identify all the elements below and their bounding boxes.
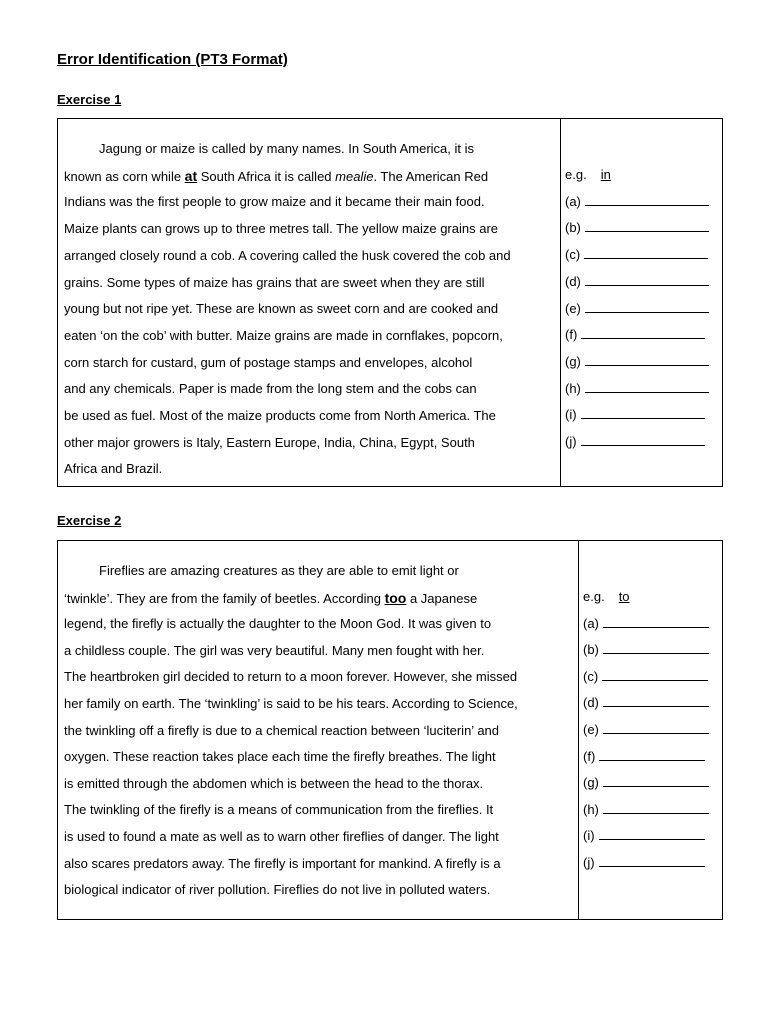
- answer-blank[interactable]: [603, 722, 709, 734]
- passage-text: Indians was the first people to grow maize and it became their main food.: [64, 194, 485, 210]
- passage-line: [64, 882, 490, 898]
- passage-text: oxygen. These reaction takes place each time the firefly breathes. The light: [64, 749, 496, 765]
- passage-text: ‘twinkle’. They are from the family of beetles. According: [64, 590, 385, 606]
- answer-row: [583, 669, 708, 685]
- passage-text: The heartbroken girl decided to return to a moon forever. However, she missed: [64, 669, 518, 685]
- answer-blank[interactable]: [603, 802, 709, 814]
- answer-label: (h): [583, 801, 599, 817]
- answer-row: [583, 642, 709, 658]
- answer-blank[interactable]: [599, 749, 705, 761]
- passage-line: [99, 563, 459, 579]
- passage-line: [64, 194, 485, 210]
- answer-label: (a): [583, 615, 599, 631]
- answer-label: (d): [565, 273, 581, 289]
- passage-line: [64, 776, 483, 792]
- answer-row: [565, 381, 709, 397]
- example-label: e.g.: [565, 167, 587, 182]
- passage-text: a Japanese: [406, 590, 478, 606]
- answer-label: (f): [565, 327, 578, 343]
- answer-blank[interactable]: [585, 220, 709, 232]
- passage-text: arranged closely round a cob. A covering called the husk covered the cob and: [64, 247, 511, 263]
- answer-row: [583, 722, 709, 738]
- answer-blank[interactable]: [581, 407, 705, 419]
- answer-label: (g): [565, 353, 581, 369]
- passage-line: [64, 408, 496, 424]
- exercise-2-heading: Exercise 2: [57, 513, 122, 528]
- passage-text: be used as fuel. Most of the maize products come from North America. The: [64, 408, 496, 423]
- answer-blank[interactable]: [585, 381, 709, 393]
- answer-blank[interactable]: [603, 642, 709, 654]
- answer-blank[interactable]: [599, 828, 705, 840]
- example-answer-row: [565, 167, 611, 183]
- passage-text: is used to found a mate as well as to warn other fireflies of danger. The light: [64, 829, 499, 844]
- answer-row: [583, 749, 705, 765]
- passage-text: the twinkling off a firefly is due to a chemical reaction between ‘luciterin’ and: [64, 722, 500, 738]
- answer-blank[interactable]: [581, 434, 705, 446]
- passage-text: biological indicator of river pollution. Fireflies do not live in polluted waters.: [64, 882, 491, 898]
- answer-blank[interactable]: [603, 695, 709, 707]
- passage-text: Maize plants can grows up to three metres tall. The yellow maize grains are: [64, 221, 499, 237]
- passage-text: corn starch for custard, gum of postage stamps and envelopes, alcohol: [64, 354, 473, 370]
- answer-row: [583, 828, 705, 844]
- answer-blank[interactable]: [585, 354, 709, 366]
- answer-blank[interactable]: [585, 274, 709, 286]
- passage-line: [64, 669, 517, 685]
- passage-line: [64, 616, 491, 632]
- answer-row: [565, 301, 709, 317]
- passage-text: South Africa it is called: [197, 168, 336, 184]
- answer-label: (c): [565, 247, 581, 263]
- answer-row: [583, 695, 709, 711]
- answer-row: [565, 434, 705, 450]
- passage-text: other major growers is Italy, Eastern Europe, India, China, Egypt, South: [64, 434, 475, 450]
- answer-row: [583, 802, 709, 818]
- exercise-2-answers: [577, 541, 722, 919]
- error-highlight: at: [184, 167, 198, 184]
- answer-row: [565, 247, 708, 263]
- passage-line: [64, 723, 499, 739]
- answer-label: (g): [583, 775, 599, 791]
- page-title: Error Identification (PT3 Format): [57, 51, 288, 68]
- passage-line: [64, 248, 511, 264]
- answer-blank[interactable]: [585, 301, 709, 313]
- answer-label: (c): [583, 668, 599, 684]
- answer-label: (e): [565, 300, 581, 316]
- passage-line: [64, 696, 518, 712]
- answer-blank[interactable]: [603, 616, 709, 628]
- passage-line: [64, 461, 162, 477]
- passage-text: also scares predators away. The firefly is important for mankind. A firefly is a: [64, 855, 501, 871]
- passage-text: Jagung or maize is called by many names. In South America, it is: [99, 141, 475, 156]
- passage-line: [99, 141, 474, 157]
- example-answer: in: [600, 167, 611, 182]
- passage-line: [64, 590, 477, 607]
- passage-text: is emitted through the abdomen which is between the head to the thorax.: [64, 775, 484, 791]
- answer-blank[interactable]: [599, 855, 705, 867]
- passage-line: [64, 802, 493, 818]
- passage-line: [64, 221, 498, 237]
- passage-text: Africa and Brazil.: [64, 461, 163, 477]
- passage-text: and any chemicals. Paper is made from the long stem and the cobs can: [64, 381, 477, 397]
- answer-label: (j): [565, 434, 577, 449]
- answer-row: [565, 407, 705, 423]
- answer-label: (b): [583, 642, 599, 658]
- passage-text: her family on earth. The ‘twinkling’ is said to be his tears. According to Science,: [64, 696, 518, 711]
- passage-line: [64, 829, 499, 845]
- passage-text: a childless couple. The girl was very beautiful. Many men fought with her.: [64, 642, 485, 658]
- answer-row: [583, 616, 709, 632]
- passage-text: . The American Red: [373, 168, 489, 184]
- answer-label: (i): [583, 828, 595, 844]
- answer-label: (i): [565, 407, 577, 423]
- answer-row: [583, 855, 705, 871]
- exercise-1-passage: [58, 119, 561, 486]
- exercise-1-box: [57, 118, 723, 487]
- passage-line: [64, 355, 472, 371]
- italic-term: mealie: [335, 168, 374, 184]
- passage-text: Fireflies are amazing creatures as they are able to emit light or: [99, 563, 459, 578]
- answer-label: (b): [565, 220, 581, 236]
- answer-label: (f): [583, 748, 596, 764]
- answer-blank[interactable]: [584, 247, 708, 259]
- answer-label: (h): [565, 380, 581, 396]
- example-answer: to: [618, 589, 630, 604]
- exercise-1-answers: [559, 119, 722, 486]
- exercise-2-box: [57, 540, 723, 920]
- passage-text: The twinkling of the firefly is a means of communication from the fireflies. It: [64, 802, 494, 818]
- answer-row: [583, 775, 709, 791]
- passage-line: [64, 856, 501, 872]
- answer-label: (e): [583, 722, 599, 737]
- passage-line: [64, 381, 477, 397]
- passage-line: [64, 749, 496, 765]
- answer-blank[interactable]: [603, 775, 709, 787]
- passage-text: eaten ‘on the cob’ with butter. Maize grains are made in cornflakes, popcorn,: [64, 327, 503, 343]
- answer-label: (a): [565, 193, 581, 209]
- answer-row: [565, 194, 709, 210]
- passage-text: young but not ripe yet. These are known as sweet corn and are cooked and: [64, 301, 499, 317]
- answer-blank[interactable]: [602, 669, 708, 681]
- answer-row: [565, 354, 709, 370]
- answer-row: [565, 220, 709, 236]
- answer-row: [565, 327, 705, 343]
- answer-label: (d): [583, 695, 599, 711]
- error-highlight: too: [384, 589, 407, 606]
- passage-line: [64, 435, 475, 451]
- passage-text: known as corn while: [64, 168, 185, 184]
- passage-line: [64, 643, 484, 659]
- exercise-2-passage: [58, 541, 579, 919]
- passage-text: legend, the firefly is actually the daughter to the Moon God. It was given to: [64, 616, 492, 632]
- passage-text: grains. Some types of maize has grains that are sweet when they are still: [64, 274, 485, 290]
- answer-blank[interactable]: [581, 327, 705, 339]
- passage-line: [64, 168, 488, 185]
- example-label: e.g.: [583, 589, 605, 604]
- passage-line: [64, 275, 485, 291]
- answer-label: (j): [583, 855, 595, 870]
- example-answer-row: [583, 589, 630, 605]
- exercise-1-heading: Exercise 1: [57, 92, 122, 107]
- passage-line: [64, 328, 503, 344]
- answer-row: [565, 274, 709, 290]
- passage-line: [64, 301, 498, 317]
- answer-blank[interactable]: [585, 194, 709, 206]
